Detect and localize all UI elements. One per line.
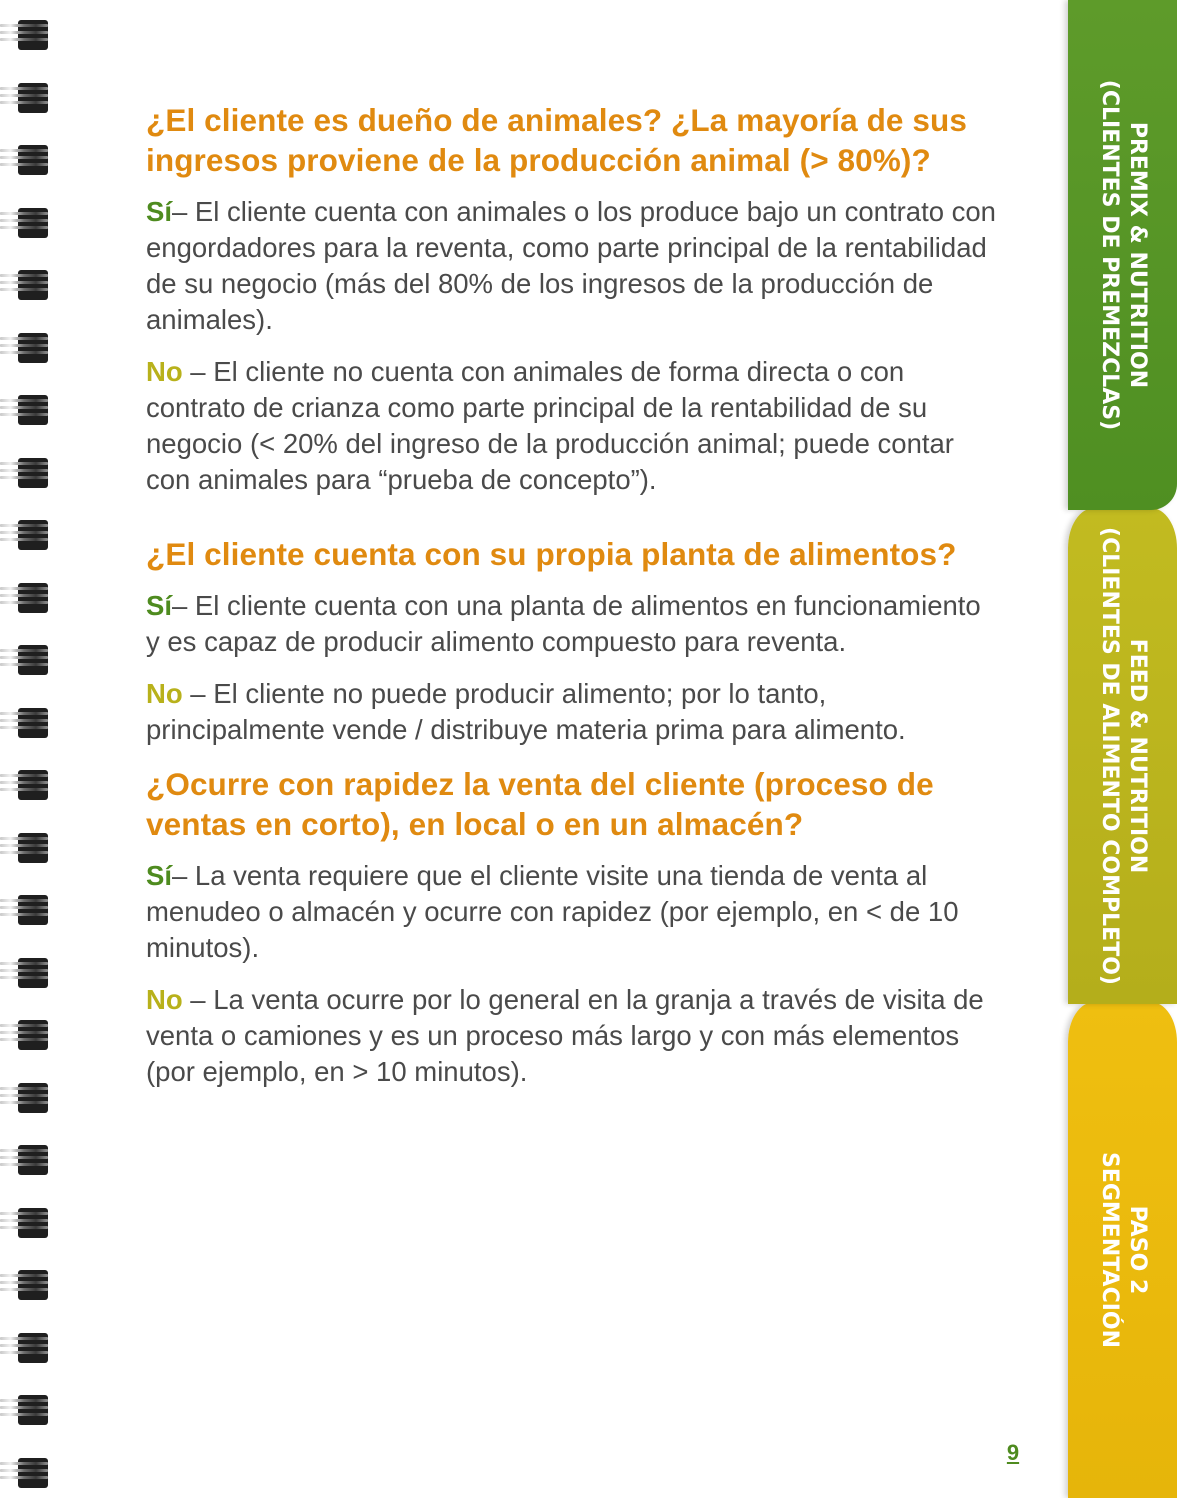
binding-ring (0, 1272, 50, 1298)
no-text: – El cliente no cuenta con animales de forma directa o con contrato de crianza como parte principal de la rentabilidad de su negocio (< 20% del ingreso de la producción animal; puede contar con animales para “prueba de concepto”). (146, 356, 954, 495)
binding-ring (0, 1147, 50, 1173)
binding-ring (0, 460, 50, 486)
binding-ring (0, 1085, 50, 1111)
no-answer (146, 676, 996, 748)
page-number: 9 (1006, 1440, 1020, 1465)
section-animal-ownership (146, 100, 996, 498)
yes-text: – El cliente cuenta con una planta de alimentos en funcionamiento y es capaz de producir alimento compuesto para reventa. (146, 590, 981, 657)
binding-ring (0, 1460, 50, 1486)
yes-label: Sí (146, 860, 172, 891)
tab-subtitle: (CLIENTES DE ALIMENTO COMPLETO) (1096, 527, 1122, 985)
yes-answer (146, 194, 996, 338)
binding-ring (0, 522, 50, 548)
question-heading: ¿El cliente es dueño de animales? ¿La mayoría de sus ingresos proviene de la producción animal (> 80%)? (146, 102, 967, 178)
section-sales-speed (146, 764, 996, 1090)
no-label: No (146, 678, 183, 709)
no-label: No (146, 356, 183, 387)
page-content (146, 100, 996, 1106)
yes-label: Sí (146, 590, 172, 621)
tab-label (1095, 1152, 1151, 1348)
binding-ring (0, 710, 50, 736)
no-text: – El cliente no puede producir alimento; por lo tanto, principalmente vende / distribuye materia prima para alimento. (146, 678, 906, 745)
tab-feed-nutrition[interactable] (1068, 508, 1177, 1004)
tab-label (1095, 527, 1151, 985)
binding-ring (0, 147, 50, 173)
tab-title: FEED & NUTRITION (1124, 638, 1150, 874)
binding-ring (0, 1335, 50, 1361)
binding-ring (0, 897, 50, 923)
yes-answer (146, 588, 996, 660)
spiral-binding (0, 0, 60, 1498)
no-answer (146, 354, 996, 498)
tab-title: PASO 2 (1124, 1205, 1150, 1295)
tab-subtitle: SEGMENTACIÓN (1096, 1151, 1122, 1349)
tab-premix-nutrition[interactable] (1068, 0, 1177, 510)
no-label: No (146, 984, 183, 1015)
tab-title: PREMIX & NUTRITION (1124, 121, 1150, 389)
binding-ring (0, 335, 50, 361)
binding-ring (0, 1397, 50, 1423)
binding-ring (0, 85, 50, 111)
binding-ring (0, 210, 50, 236)
yes-text: – El cliente cuenta con animales o los produce bajo un contrato con engordadores para la reventa, como parte principal de la rentabilidad de su negocio (más del 80% de los ingresos de la producción de animales). (146, 196, 996, 335)
binding-ring (0, 22, 50, 48)
tab-label (1095, 80, 1151, 430)
question-heading: ¿El cliente cuenta con su propia planta de alimentos? (146, 536, 957, 572)
binding-ring (0, 647, 50, 673)
binding-ring (0, 397, 50, 423)
section-feed-plant (146, 534, 996, 748)
binding-ring (0, 585, 50, 611)
yes-text: – La venta requiere que el cliente visite una tienda de venta al menudeo o almacén y ocurre con rapidez (por ejemplo, en < de 10 minutos). (146, 860, 959, 963)
yes-label: Sí (146, 196, 172, 227)
question-heading: ¿Ocurre con rapidez la venta del cliente (proceso de ventas en corto), en local o en un almacén? (146, 766, 934, 842)
no-text: – La venta ocurre por lo general en la granja a través de visita de venta o camiones y es un proceso más largo y con más elementos (por ejemplo, en > 10 minutos). (146, 984, 984, 1087)
binding-ring (0, 1210, 50, 1236)
tab-subtitle: (CLIENTES DE PREMEZCLAS) (1096, 79, 1122, 431)
tab-paso-2-segmentacion[interactable] (1068, 1002, 1177, 1498)
no-answer (146, 982, 996, 1090)
yes-answer (146, 858, 996, 966)
binding-ring (0, 772, 50, 798)
binding-ring (0, 1022, 50, 1048)
binding-ring (0, 960, 50, 986)
binding-ring (0, 835, 50, 861)
binding-ring (0, 272, 50, 298)
